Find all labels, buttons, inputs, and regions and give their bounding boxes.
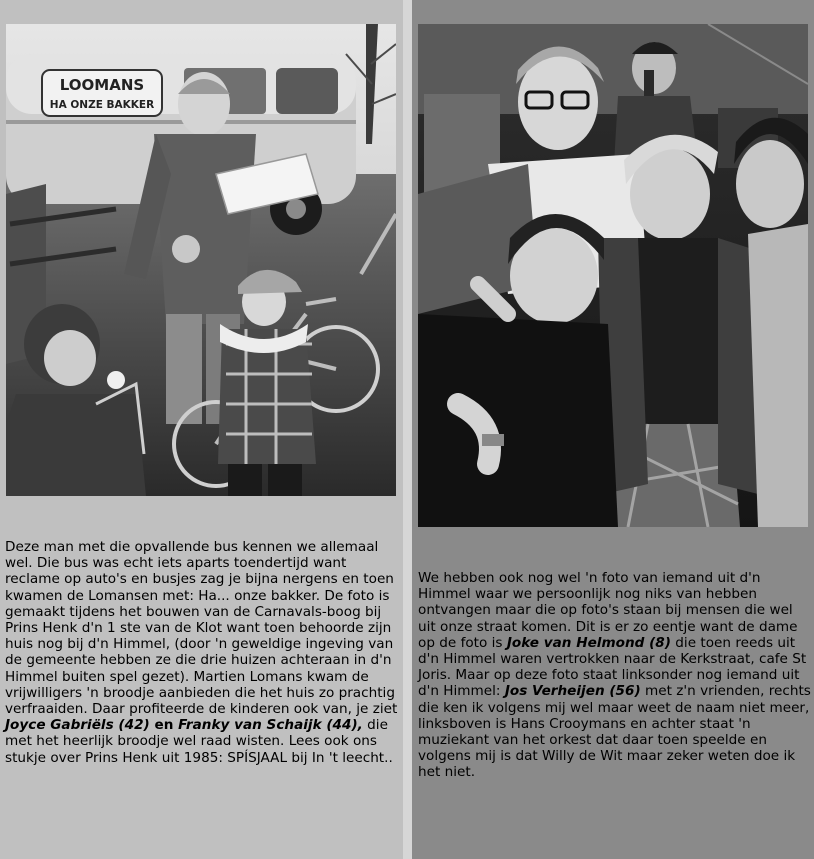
van-sign-line1: LOOMANS bbox=[59, 76, 145, 94]
friends-group-photo-image bbox=[418, 24, 808, 527]
story-text: Deze man met die opvallende bus kennen we allemaal wel. Die bus was echt iets aparts toendertijd want reclame op auto's en busjes zag je bijna nergens en toen kwamen de Lomansen met: Ha... onze bakker. De foto is gemaakt tijdens het bouwen van de Carnavals-boog bij Prins Henk d'n 1 ste van de Klot want toen behoorde zijn huis nog bij d'n Himmel, (door 'n geweldige ingeving van de gemeente hebben ze die drie huizen achteraan in d'n Himmel buiten spel gezet). Martien Lomans kwam de vrijwilligers 'n broodje aanbieden die het huis zo prachtig verfraaiden. Daar profiteerde de kinderen ook van, je ziet bbox=[5, 539, 398, 718]
conjunction-text: en bbox=[149, 717, 179, 734]
story-text-end: die met het heerlijk broodje wel raad wisten. Lees ook ons stukje over Prins Henk uit 1985: SPÍSJAAL bij In 't leecht.. bbox=[5, 717, 393, 766]
story-text-middle: die toen reeds uit d'n Himmel waren vertrokken naar de Kerkstraat, cafe St Joris. Maar op deze foto staat linksonder nog iemand uit d'n Himmel: bbox=[418, 634, 807, 700]
person-name-franky: Franky van Schaijk (44), bbox=[178, 717, 363, 734]
story-text: We hebben ook nog wel 'n foto van iemand uit d'n Himmel waar we persoonlijk nog niks van hebben ontvangen maar die op foto's staan bij mensen die wel uit onze straat komen. Dit is er zo eentje want de dame op de foto is bbox=[418, 570, 798, 651]
left-column bbox=[0, 0, 403, 859]
baker-van-story bbox=[5, 539, 399, 766]
photo-friends-group bbox=[418, 24, 808, 527]
column-divider bbox=[403, 0, 412, 859]
van-sign-line2: HA ONZE BAKKER bbox=[49, 99, 155, 111]
person-name-joyce: Joyce Gabriëls (42) bbox=[5, 717, 150, 734]
story-text-end: met z'n vrienden, rechts die ken ik volgens mij wel maar weet de naam niet meer, linksboven is Hans Crooymans en achter staat 'n muziekant van het orkest dat daar toen speelde en volgens mij is dat Willy de Wit maar zeker weten doe ik het niet. bbox=[418, 683, 811, 781]
friends-photo-story bbox=[418, 570, 814, 781]
baker-van-photo-image bbox=[6, 24, 396, 496]
person-name-jos: Jos Verheijen (56) bbox=[504, 683, 641, 700]
right-column bbox=[412, 0, 814, 859]
person-name-joke: Joke van Helmond (8) bbox=[506, 634, 671, 651]
photo-baker-van bbox=[6, 24, 396, 496]
